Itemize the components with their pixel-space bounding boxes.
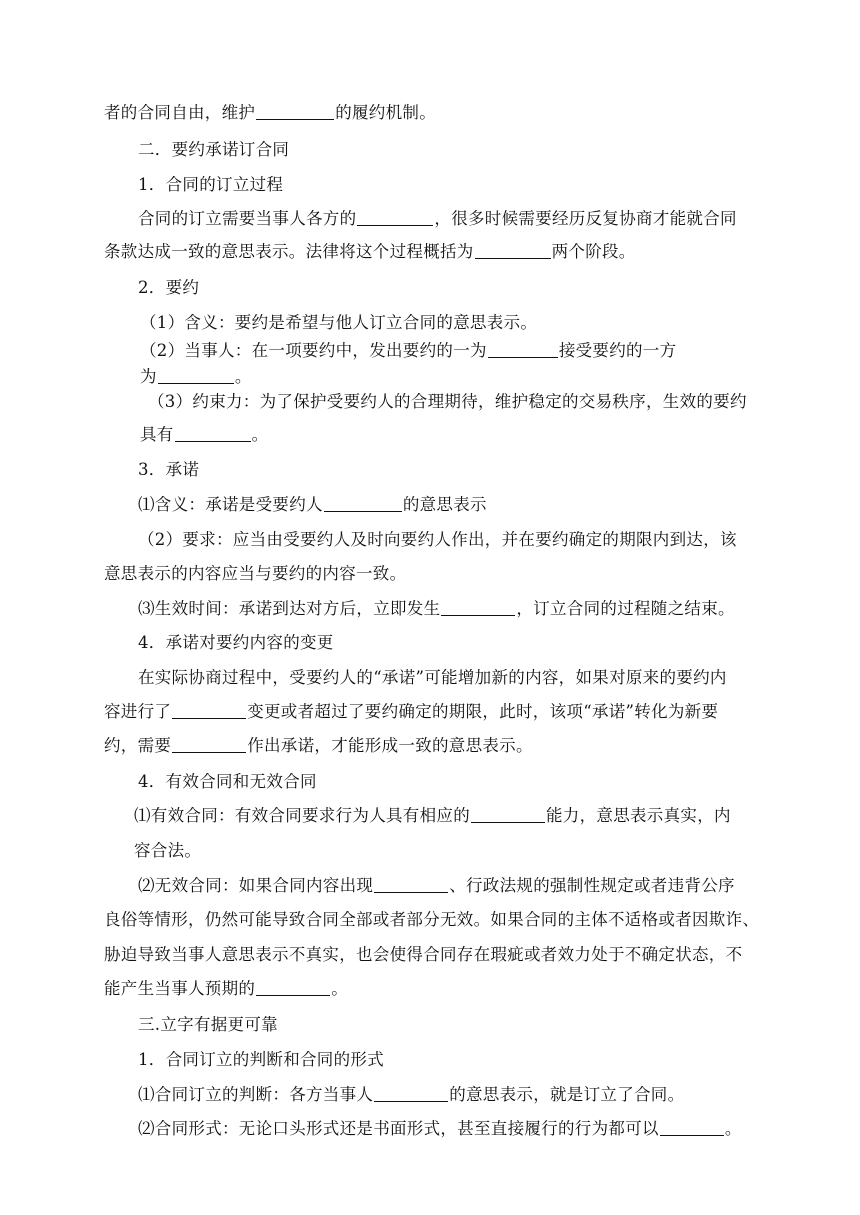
paragraph-line: （3）约束力：为了保护受要约人的合理期待，维护稳定的交易秩序，生效的要约 [148,392,747,411]
fill-blank[interactable] [175,425,251,442]
paragraph-line: 意思表示的内容应当与要约的内容一致。 [104,564,407,583]
section-heading: 二．要约承诺订合同 [138,140,290,159]
fill-blank[interactable] [172,736,246,753]
subsection-heading: 2．要约 [138,278,200,297]
paragraph-line: ⑴合同订立的判断：各方当事人 的意思表示，就是订立了合同。 [138,1085,685,1104]
paragraph-line: ⑵无效合同：如果合同内容出现 、行政法规的强制性规定或者违背公序 [138,876,735,895]
fill-blank[interactable] [158,367,234,384]
paragraph-line: 容进行了 变更或者超过了要约确定的期限，此时，该项“承诺”转化为新要 [104,702,719,721]
paragraph-line: 在实际协商过程中，受要约人的“承诺”可能增加新的内容，如果对原来的要约内 [138,668,727,687]
paragraph-line: 条款达成一致的意思表示。法律将这个过程概括为 两个阶段。 [104,242,636,261]
paragraph-line: 良俗等情形，仍然可能导致合同全部或者部分无效。如果合同的主体不适格或者因欺诈、 [104,910,760,929]
fill-blank[interactable] [441,599,515,616]
paragraph-line: 约，需要 作出承诺，才能形成一致的意思表示。 [104,736,533,755]
fill-blank[interactable] [374,876,448,893]
fill-blank[interactable] [357,209,433,226]
subsection-heading: 1．合同订立的判断和合同的形式 [138,1050,384,1069]
paragraph-line: 为 。 [140,367,252,386]
subsection-heading: 3．承诺 [138,460,200,479]
fill-blank[interactable] [256,979,330,996]
fill-blank[interactable] [660,1119,724,1136]
paragraph-line: ⑴含义：承诺是受要约人 的意思表示 [138,495,487,514]
paragraph-line: ⑴有效合同：有效合同要求行为人具有相应的 能力，意思表示真实，内 [134,806,731,825]
paragraph-line: 者的合同自由，维护 的履约机制。 [104,103,437,122]
paragraph-line: （1）含义：要约是希望与他人订立合同的意思表示。 [140,313,538,332]
fill-blank[interactable] [471,806,545,823]
fill-blank[interactable] [172,702,246,719]
fill-blank[interactable] [256,103,334,120]
paragraph-line: （2）当事人：在一项要约中，发出要约的一为 接受要约的一方 [140,341,677,360]
paragraph-line: 合同的订立需要当事人各方的 ，很多时候需要经历反复协商才能就合同 [138,209,737,228]
paragraph-line: （2）要求：应当由受要约人及时向要约人作出，并在要约确定的期限内到达，该 [138,530,737,549]
section-heading: 三.立字有据更可靠 [138,1015,278,1034]
paragraph-line: ⑶生效时间：承诺到达对方后，立即发生 ，订立合同的过程随之结束。 [138,599,735,618]
fill-blank[interactable] [475,242,551,259]
subsection-heading: 1．合同的订立过程 [138,175,284,194]
subsection-heading: 4．有效合同和无效合同 [138,772,317,791]
paragraph-line: 胁迫导致当事人意思表示不真实，也会使得合同存在瑕疵或者效力处于不确定状态，不 [104,945,743,964]
paragraph-line: 能产生当事人预期的 。 [104,979,349,998]
paragraph-line: 容合法。 [134,841,202,860]
fill-blank[interactable] [374,1085,448,1102]
subsection-heading: 4．承诺对要约内容的变更 [138,633,334,652]
paragraph-line: 具有 。 [140,425,269,444]
fill-blank[interactable] [324,495,402,512]
paragraph-line: ⑵合同形式：无论口头形式还是书面形式，甚至直接履行的行为都可以 。 [138,1119,742,1138]
fill-blank[interactable] [488,341,558,358]
